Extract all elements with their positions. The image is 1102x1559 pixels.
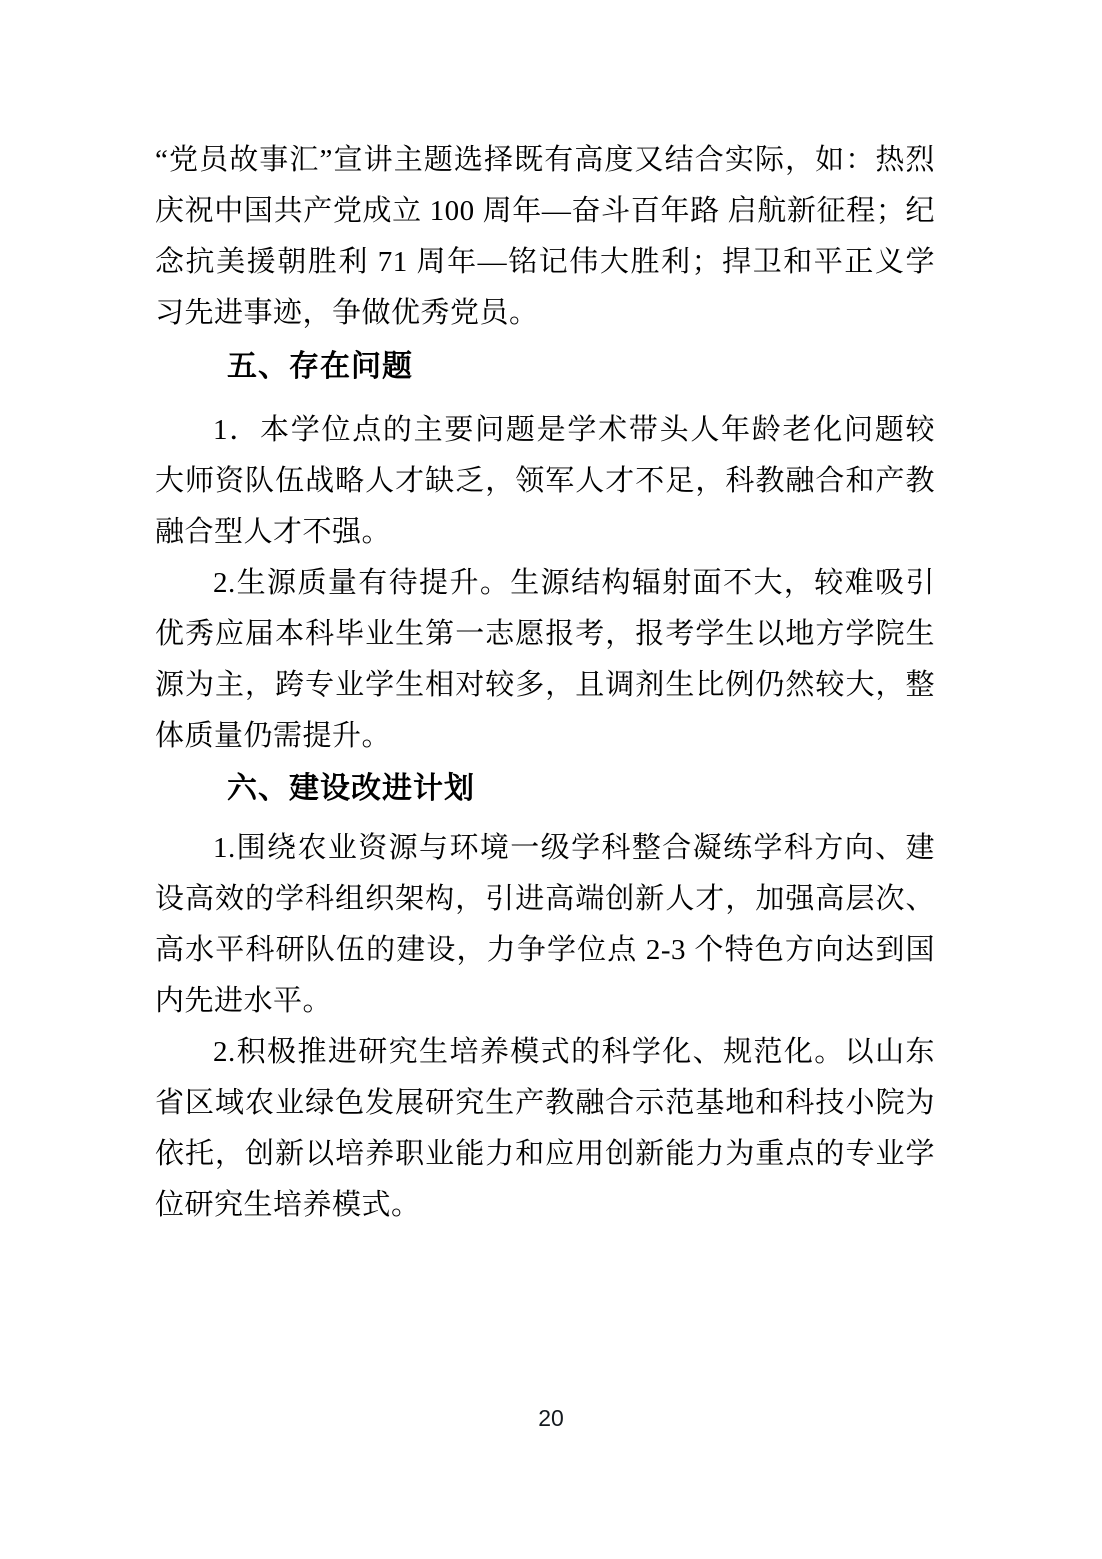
section-five-heading: 五、存在问题	[227, 350, 413, 383]
section-six-item-1: 1.围绕农业资源与环境一级学科整合凝练学科方向、建设高效的学科组织架构，引进高端创新人才，加强高层次、高水平科研队伍的建设，力争学位点 2-3 个特色方向达到国内先进水平。	[155, 832, 935, 1017]
section-six-heading: 六、建设改进计划	[227, 772, 475, 805]
section-six-item-2: 2.积极推进研究生培养模式的科学化、规范化。以山东省区域农业绿色发展研究生产教融合示范基地和科技小院为依托，创新以培养职业能力和应用创新能力为重点的专业学位研究生培养模式。	[155, 1036, 935, 1221]
page-number: 20	[538, 1405, 564, 1431]
intro-paragraph: “党员故事汇”宣讲主题选择既有高度又结合实际，如：热烈庆祝中国共产党成立 100 周年—奋斗百年路 启航新征程；纪念抗美援朝胜利 71 周年—铭记伟大胜利；捍卫和平正义学习先进事迹，争做优秀党员。	[155, 144, 935, 329]
section-five-item-1: 1．本学位点的主要问题是学术带头人年龄老化问题较大师资队伍战略人才缺乏，领军人才不足，科教融合和产教融合型人才不强。	[155, 414, 935, 548]
section-five-item-2: 2.生源质量有待提升。生源结构辐射面不大，较难吸引优秀应届本科毕业生第一志愿报考，报考学生以地方学院生源为主，跨专业学生相对较多，且调剂生比例仍然较大，整体质量仍需提升。	[155, 567, 935, 752]
document-body	[155, 135, 935, 1231]
